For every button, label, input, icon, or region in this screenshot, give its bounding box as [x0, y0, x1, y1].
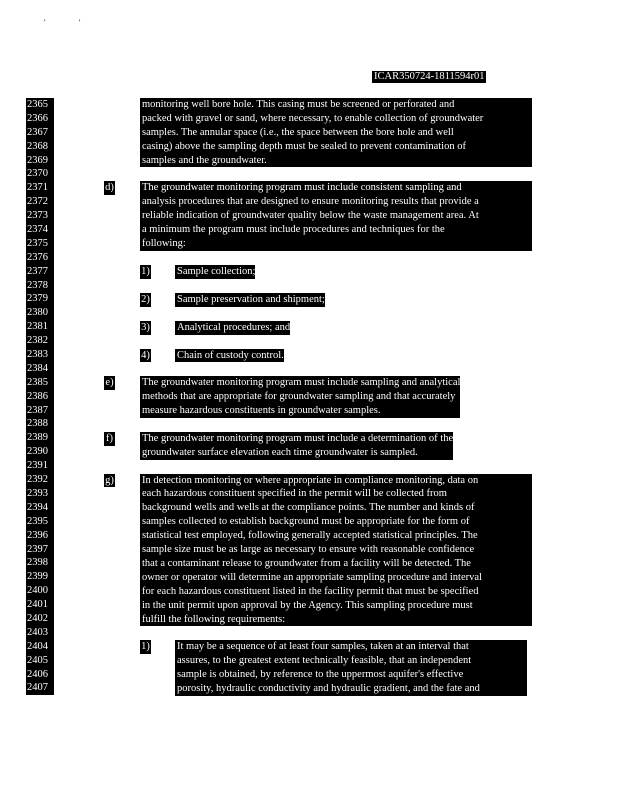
text-line: background wells and wells at the compliance points. The number and kinds of — [142, 502, 475, 514]
item-marker-f: f) — [106, 433, 113, 444]
line-number: 2368 — [27, 140, 48, 152]
text-line: In detection monitoring or where appropriate in compliance monitoring, data on — [142, 474, 479, 486]
item-marker-d: d) — [105, 182, 114, 194]
text-line: Sample collection; — [177, 266, 256, 278]
corner-mark-right: ' — [79, 18, 81, 27]
text-line: groundwater surface elevation each time groundwater is sampled. — [142, 446, 418, 458]
text-line: Analytical procedures; and — [177, 321, 291, 333]
item-marker-d2: 2) — [141, 293, 150, 305]
text-line: The groundwater monitoring program must include a determination of the — [142, 433, 454, 444]
list-item-d3 — [175, 321, 290, 335]
item-marker-g1: 1) — [141, 641, 150, 653]
line-number: 2404 — [27, 640, 48, 652]
text-line: a minimum the program must include procedures and techniques for the — [142, 224, 445, 236]
line-number: 2384 — [27, 362, 48, 374]
line-number: 2403 — [27, 626, 48, 638]
text-line: measure hazardous constituents in groundwater samples. — [142, 405, 381, 417]
text-line: Chain of custody control. — [177, 349, 284, 361]
line-number: 2371 — [27, 182, 48, 194]
line-number: 2381 — [27, 321, 48, 333]
document-id: ICAR350724-1811594r01 — [374, 71, 485, 82]
line-number: 2407 — [27, 682, 48, 694]
paragraph-g1 — [175, 640, 527, 696]
paragraph-f — [140, 432, 453, 460]
line-number: 2376 — [27, 251, 48, 263]
line-number: 2395 — [27, 515, 48, 527]
text-line: fulfill the following requirements: — [142, 613, 286, 625]
line-number: 2391 — [27, 460, 48, 472]
text-line: The groundwater monitoring program must include sampling and analytical — [142, 377, 461, 389]
text-line: casing) above the sampling depth must be sealed to prevent contamination of — [142, 140, 466, 152]
paragraph-g — [140, 474, 532, 627]
paragraph-e — [140, 376, 460, 418]
text-line: porosity, hydraulic conductivity and hydraulic gradient, and the fate and — [177, 683, 480, 695]
line-number: 2406 — [27, 668, 48, 680]
text-line: sample is obtained, by reference to the uppermost aquifer's effective — [177, 669, 464, 681]
list-item-d2 — [175, 293, 325, 307]
text-line: samples collected to establish background must be appropriate for the form of — [142, 516, 470, 528]
text-line: packed with gravel or sand, where necessary, to enable collection of groundwater — [142, 112, 484, 124]
corner-mark-left: ' — [44, 18, 46, 27]
text-line: It may be a sequence of at least four samples, taken at an interval that — [177, 641, 469, 653]
text-line: monitoring well bore hole. This casing must be screened or perforated and — [142, 99, 455, 110]
text-line: methods that are appropriate for groundwater sampling and that accurately — [142, 391, 456, 403]
text-line: Sample preservation and shipment; — [177, 293, 325, 305]
line-number: 2398 — [27, 557, 48, 569]
list-item-d4 — [175, 349, 284, 363]
line-number: 2367 — [27, 126, 48, 138]
line-number: 2383 — [27, 349, 48, 361]
line-number: 2387 — [27, 404, 48, 416]
line-number: 2366 — [27, 112, 48, 124]
line-number: 2405 — [27, 654, 48, 666]
text-line: following: — [142, 237, 186, 249]
paragraph-d — [140, 181, 532, 250]
item-marker-d1: 1) — [141, 266, 150, 278]
line-number-column — [26, 98, 54, 695]
item-marker-g: g) — [105, 474, 114, 486]
item-marker-d4: 4) — [141, 349, 150, 361]
line-number: 2389 — [27, 432, 48, 444]
line-number: 2393 — [27, 487, 48, 499]
line-number: 2377 — [27, 265, 48, 277]
text-line: owner or operator will determine an appropriate sampling procedure and interval — [142, 571, 482, 583]
text-line: samples. The annular space (i.e., the space between the bore hole and well — [142, 126, 454, 138]
text-line: in the unit permit upon approval by the Agency. This sampling procedure must — [142, 599, 473, 611]
line-number: 2386 — [27, 390, 48, 402]
text-line: sample size must be as large as necessary to ensure with reasonable confidence — [142, 544, 475, 556]
line-number: 2402 — [27, 612, 48, 624]
text-line: The groundwater monitoring program must include consistent sampling and — [142, 182, 462, 194]
line-number: 2378 — [27, 279, 48, 291]
line-number: 2401 — [27, 599, 48, 611]
text-line: statistical test employed, following generally accepted statistical principles. The — [142, 530, 478, 542]
line-number: 2396 — [27, 529, 48, 541]
text-line: for each hazardous constituent listed in the facility permit that must be specified — [142, 585, 479, 597]
paragraph-intro — [140, 98, 532, 167]
text-line: that a contaminant release to groundwater from a facility will be detected. The — [142, 557, 471, 569]
line-number: 2375 — [27, 237, 48, 249]
line-number: 2399 — [27, 571, 48, 583]
line-number: 2379 — [27, 293, 48, 305]
line-number: 2394 — [27, 501, 48, 513]
line-number: 2397 — [27, 543, 48, 555]
line-number: 2380 — [27, 307, 48, 319]
line-number: 2400 — [27, 585, 48, 597]
line-number: 2373 — [27, 210, 48, 222]
line-number: 2370 — [27, 168, 48, 180]
line-number: 2388 — [27, 418, 48, 430]
line-number: 2374 — [27, 224, 48, 236]
line-number: 2392 — [27, 474, 48, 486]
text-line: samples and the groundwater. — [142, 154, 267, 166]
line-number: 2390 — [27, 446, 48, 458]
item-marker-d3: 3) — [141, 321, 150, 333]
text-line: each hazardous constituent specified in the permit will be collected from — [142, 488, 447, 500]
item-marker-e: e) — [105, 377, 114, 389]
line-number: 2369 — [27, 154, 48, 166]
line-number: 2385 — [27, 376, 48, 388]
text-line: reliable indication of groundwater quality below the waste management area. At — [142, 210, 479, 222]
text-line: analysis procedures that are designed to ensure monitoring results that provide a — [142, 196, 479, 208]
line-number: 2372 — [27, 196, 48, 208]
line-number: 2365 — [27, 99, 48, 110]
line-number: 2382 — [27, 335, 48, 347]
text-line: assures, to the greatest extent technically feasible, that an independent — [177, 655, 472, 667]
list-item-d1 — [175, 265, 255, 279]
